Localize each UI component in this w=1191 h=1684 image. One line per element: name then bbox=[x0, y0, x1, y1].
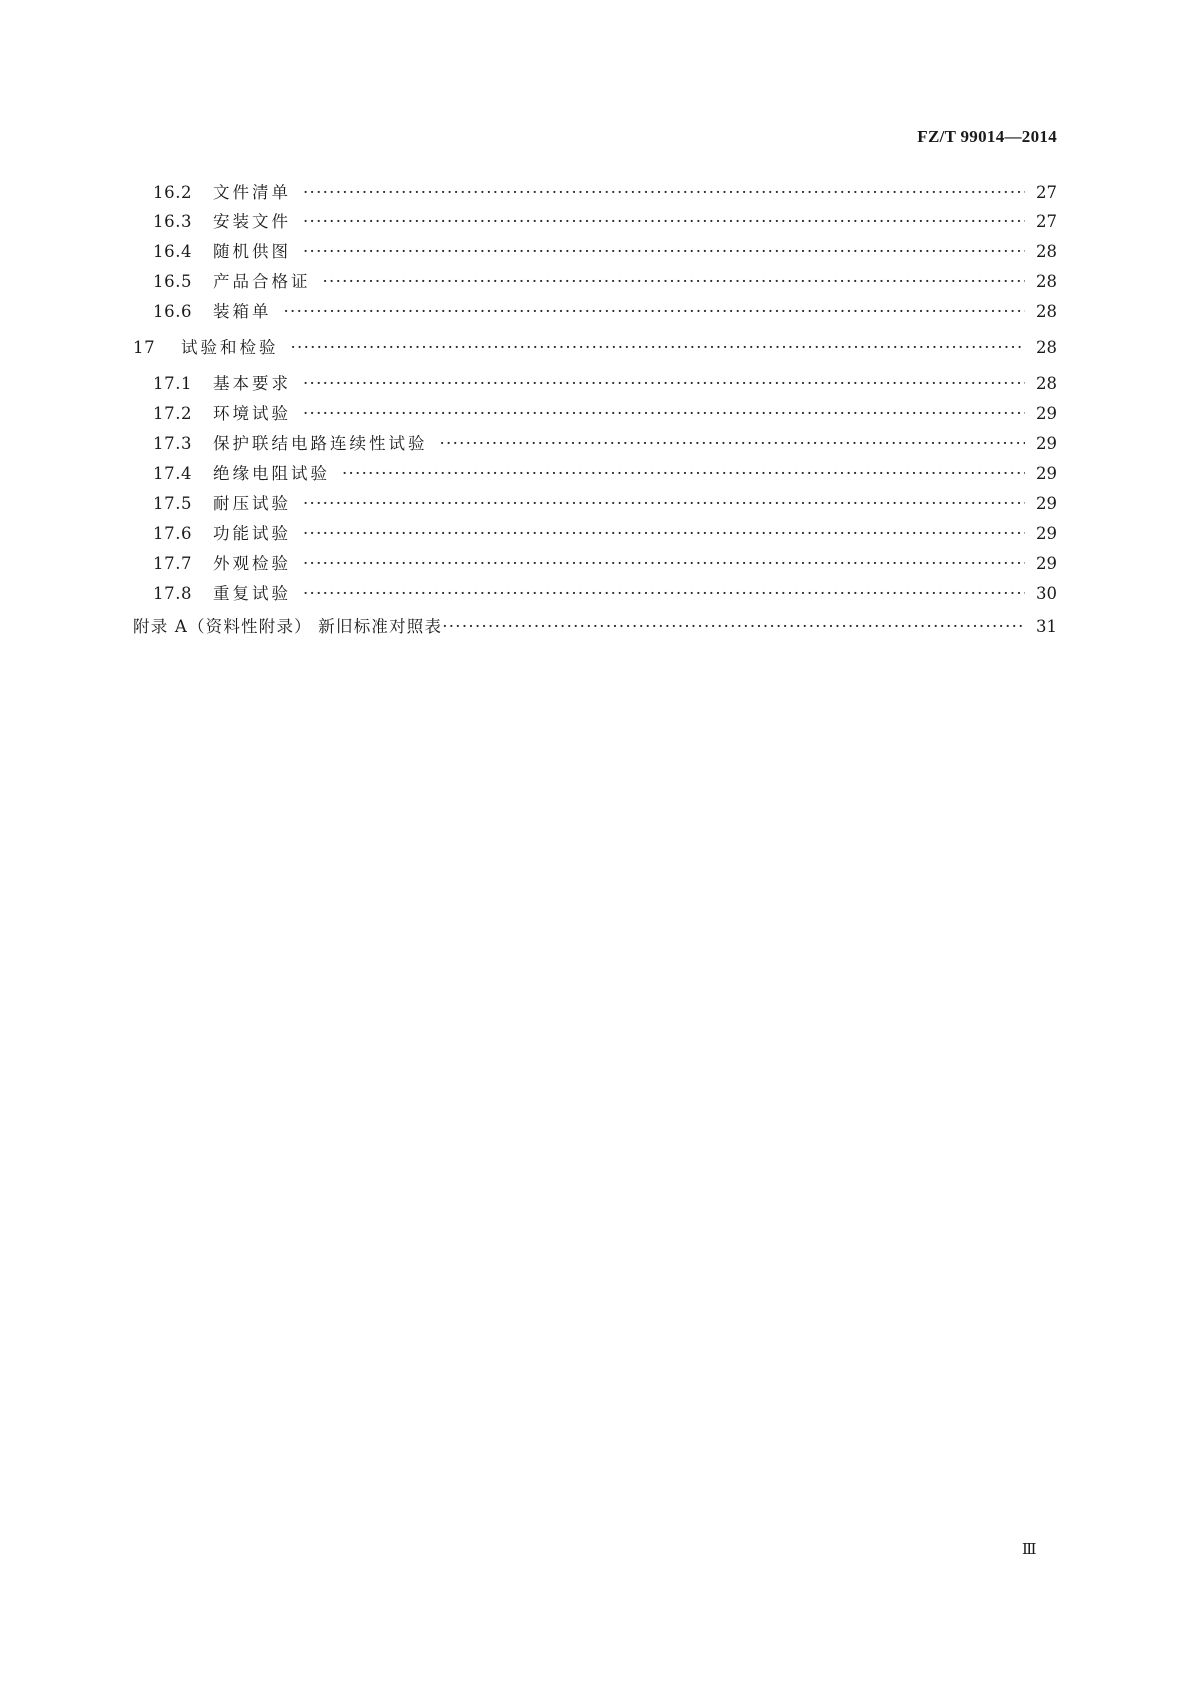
toc-leader-dots bbox=[303, 211, 1025, 233]
toc-entry[interactable] bbox=[153, 523, 1057, 545]
toc-entry-number: 16.6 bbox=[153, 302, 193, 321]
toc-entry-title: 外观检验 bbox=[213, 554, 291, 573]
toc-leader-dots bbox=[440, 433, 1026, 455]
toc-entry-title: 安装文件 bbox=[213, 212, 291, 231]
toc-entry-page: 29 bbox=[1036, 404, 1057, 423]
toc-entry[interactable] bbox=[153, 271, 1057, 293]
toc-entry-number: 16.2 bbox=[153, 183, 193, 202]
toc-leader-dots bbox=[442, 616, 1025, 638]
toc-entry-title: 附录 A（资料性附录） 新旧标准对照表 bbox=[133, 617, 443, 636]
toc-entry-number: 17.4 bbox=[153, 464, 193, 483]
toc-leader-dots bbox=[323, 271, 1026, 293]
toc-leader-dots bbox=[303, 523, 1025, 545]
toc-leader-dots bbox=[303, 403, 1025, 425]
toc-entry-title: 重复试验 bbox=[213, 584, 291, 603]
toc-entry[interactable] bbox=[153, 182, 1057, 204]
toc-entry-title: 耐压试验 bbox=[213, 494, 291, 513]
toc-leader-dots bbox=[303, 493, 1025, 515]
toc-entry-title: 文件清单 bbox=[213, 183, 291, 202]
toc-entry-title: 绝缘电阻试验 bbox=[213, 464, 330, 483]
toc-entry-page: 29 bbox=[1036, 494, 1057, 513]
toc-entry-page: 28 bbox=[1036, 272, 1057, 291]
toc-entry-number: 17.3 bbox=[153, 434, 193, 453]
toc-entry[interactable] bbox=[153, 553, 1057, 575]
toc-entry-appendix[interactable] bbox=[133, 616, 1057, 638]
toc-entry[interactable] bbox=[153, 583, 1057, 605]
toc-entry-page: 28 bbox=[1036, 242, 1057, 261]
standard-code: FZ/T 99014—2014 bbox=[917, 127, 1057, 146]
toc-entry-number: 16.4 bbox=[153, 242, 193, 261]
toc-entry[interactable] bbox=[153, 301, 1057, 323]
toc-entry-title: 产品合格证 bbox=[213, 272, 311, 291]
toc-leader-dots bbox=[303, 373, 1025, 395]
toc-entry-page: 27 bbox=[1036, 183, 1057, 202]
toc-entry-title: 试验和检验 bbox=[181, 338, 279, 357]
toc-entry[interactable] bbox=[153, 493, 1057, 515]
toc-entry-title: 保护联结电路连续性试验 bbox=[213, 434, 428, 453]
toc-entry-title: 环境试验 bbox=[213, 404, 291, 423]
toc-entry-title: 基本要求 bbox=[213, 374, 291, 393]
toc-entry-number: 17.7 bbox=[153, 554, 193, 573]
toc-entry-number: 17.6 bbox=[153, 524, 193, 543]
toc-entry-number: 16.3 bbox=[153, 212, 193, 231]
toc-entry-number: 17.1 bbox=[153, 374, 193, 393]
toc-entry-page: 29 bbox=[1036, 524, 1057, 543]
toc-leader-dots bbox=[303, 553, 1025, 575]
toc-entry-page: 28 bbox=[1036, 302, 1057, 321]
toc-entry[interactable] bbox=[153, 373, 1057, 395]
toc-entry-title: 功能试验 bbox=[213, 524, 291, 543]
toc-leader-dots bbox=[342, 463, 1025, 485]
toc-entry-page: 30 bbox=[1036, 584, 1057, 603]
toc-entry-page: 28 bbox=[1036, 374, 1057, 393]
toc-entry-page: 31 bbox=[1036, 617, 1057, 636]
toc-entry-number: 17.8 bbox=[153, 584, 193, 603]
toc-entry[interactable] bbox=[153, 241, 1057, 263]
toc-entry-page: 27 bbox=[1036, 212, 1057, 231]
page-folio: Ⅲ bbox=[1022, 1540, 1037, 1558]
toc-entry-page: 29 bbox=[1036, 434, 1057, 453]
toc-leader-dots bbox=[303, 182, 1025, 204]
toc-leader-dots bbox=[284, 301, 1026, 323]
toc-entry-page: 29 bbox=[1036, 464, 1057, 483]
toc-entry[interactable] bbox=[153, 403, 1057, 425]
toc-entry-number: 17.2 bbox=[153, 404, 193, 423]
toc-entry-page: 29 bbox=[1036, 554, 1057, 573]
toc-leader-dots bbox=[303, 241, 1025, 263]
toc-entry[interactable] bbox=[153, 211, 1057, 233]
toc-entry[interactable] bbox=[133, 337, 1057, 359]
toc-leader-dots bbox=[303, 583, 1025, 605]
toc-entry-number: 17 bbox=[133, 338, 156, 357]
toc-entry-title: 装箱单 bbox=[213, 302, 272, 321]
toc-entry-number: 17.5 bbox=[153, 494, 193, 513]
toc-entry-page: 28 bbox=[1036, 338, 1057, 357]
toc-leader-dots bbox=[291, 337, 1026, 359]
toc-entry[interactable] bbox=[153, 433, 1057, 455]
toc-entry-number: 16.5 bbox=[153, 272, 193, 291]
toc-entry[interactable] bbox=[153, 463, 1057, 485]
toc-entry-title: 随机供图 bbox=[213, 242, 291, 261]
